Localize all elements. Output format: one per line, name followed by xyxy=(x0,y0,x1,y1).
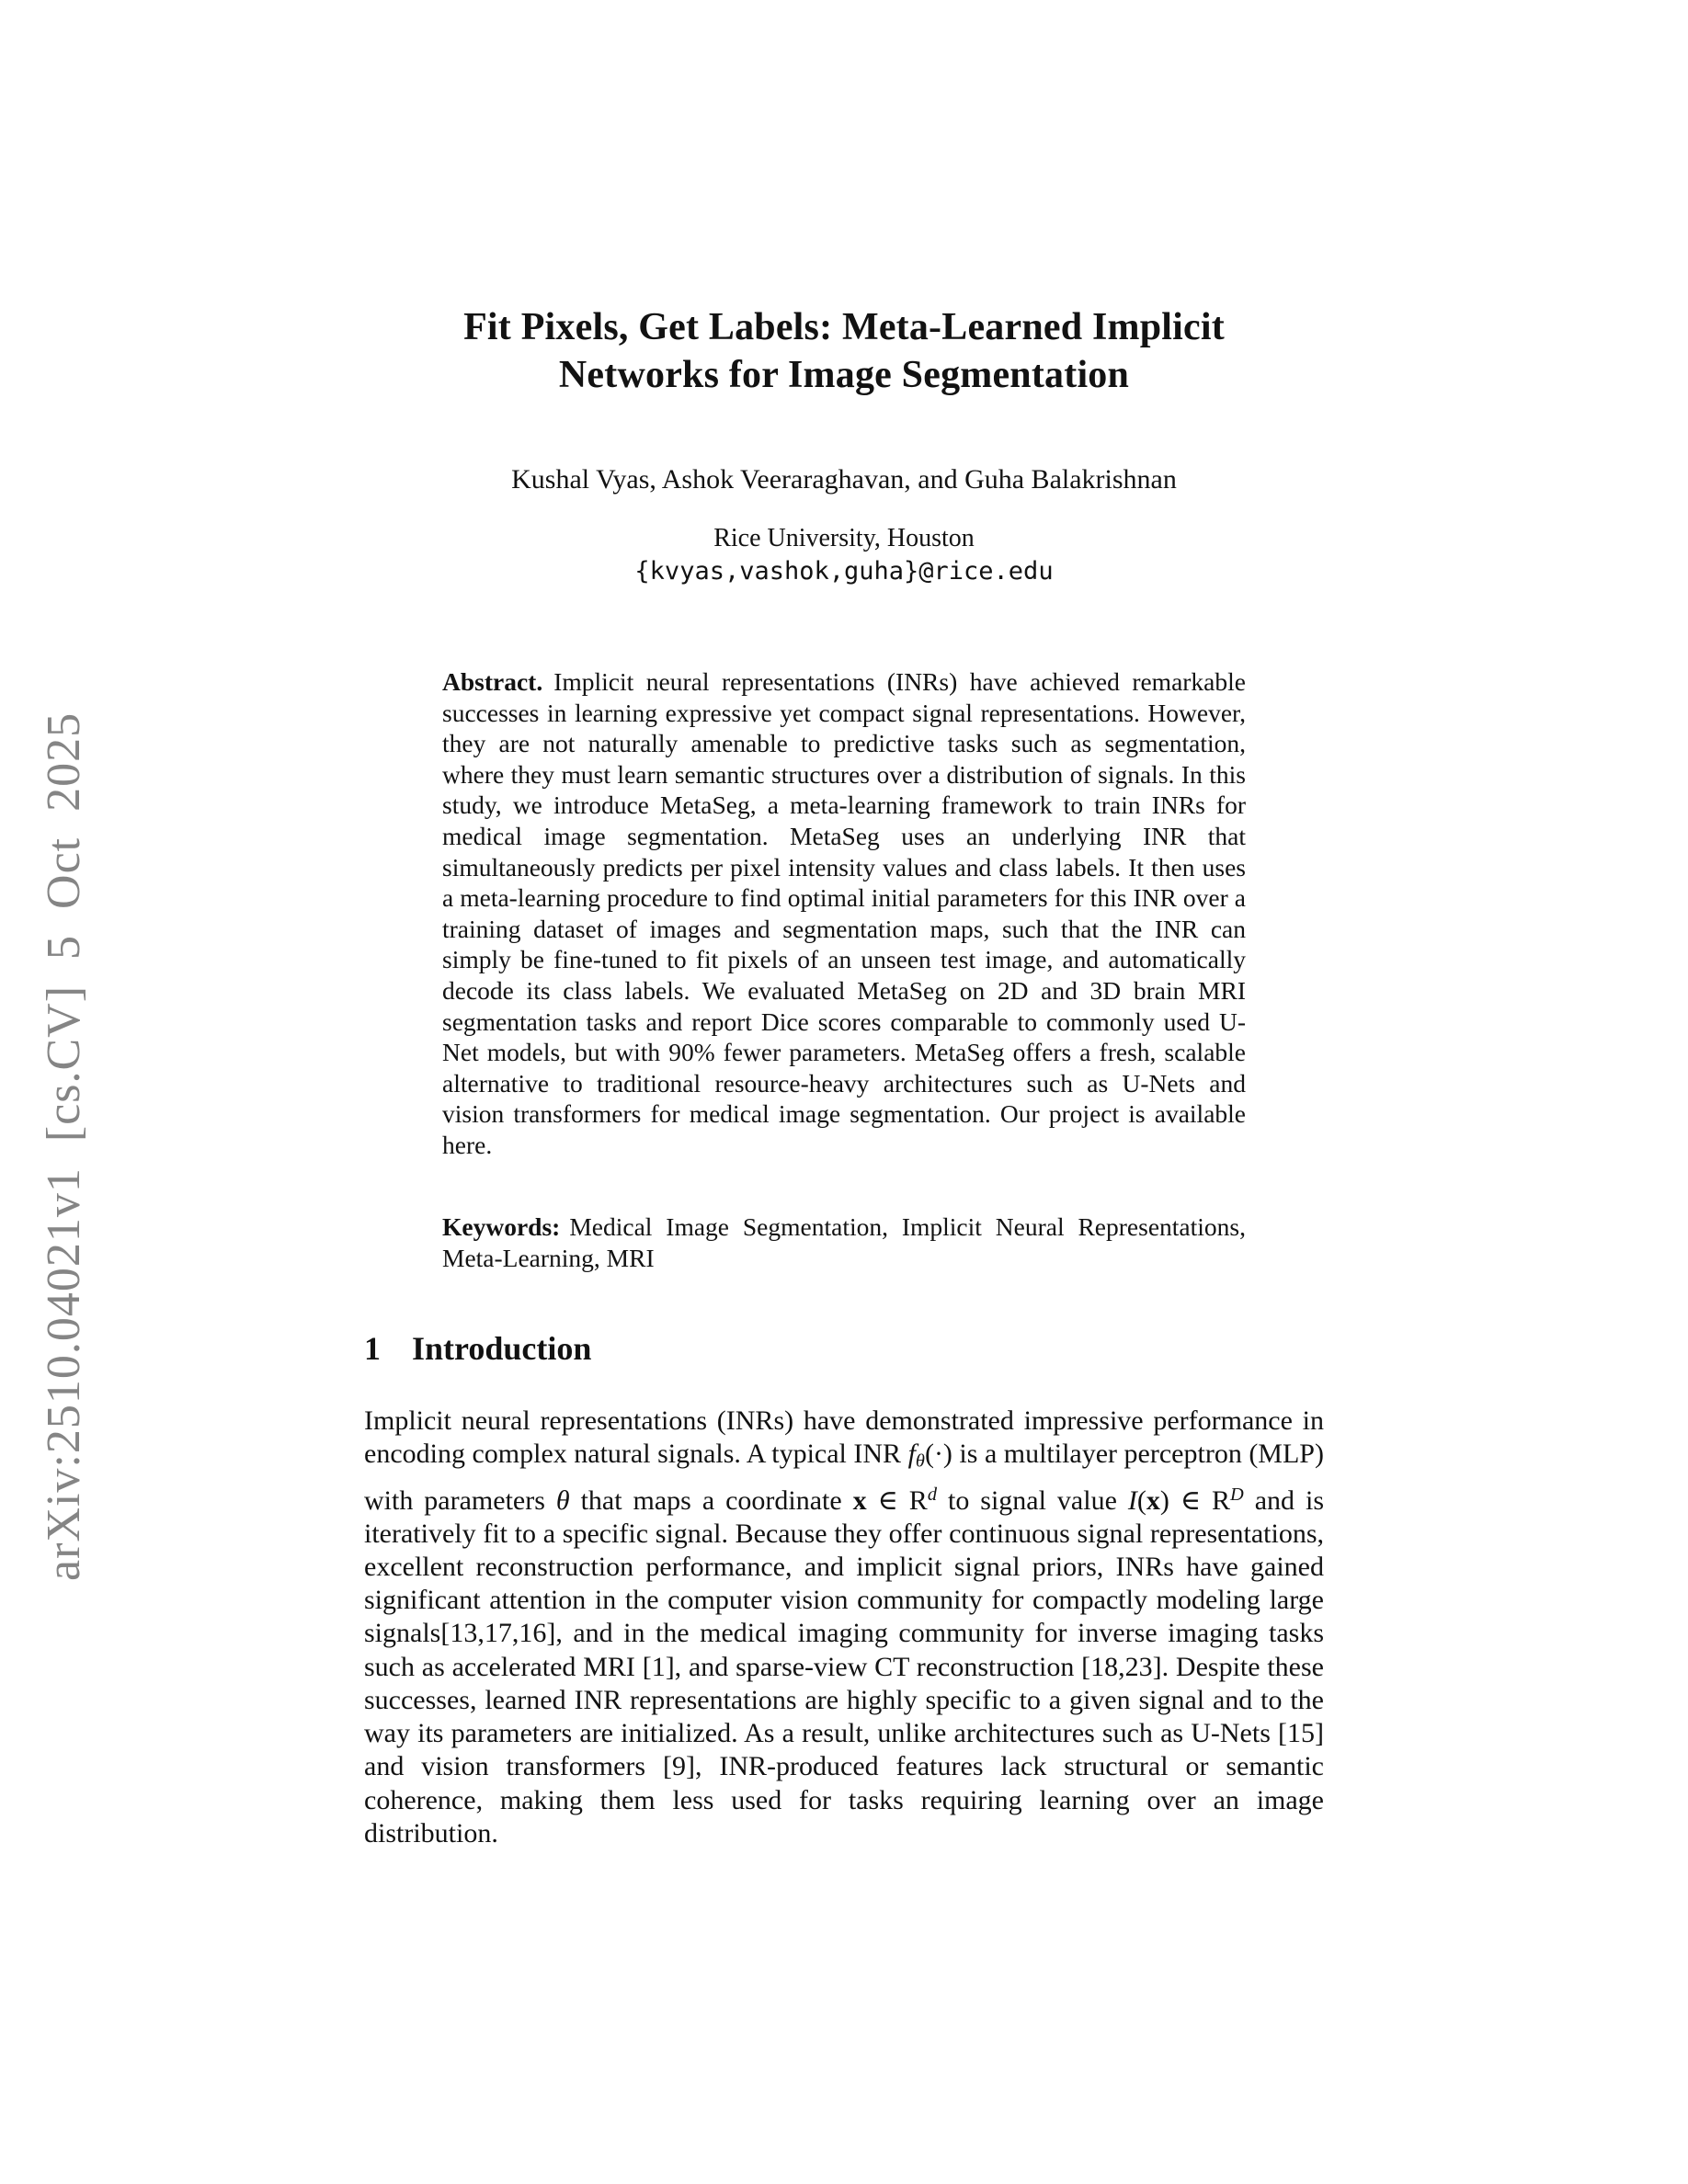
text-segment: I xyxy=(1127,1484,1137,1516)
text-segment: ) ∈ R xyxy=(1159,1484,1230,1516)
keywords-text: Medical Image Segmentation, Implicit Neural Representations, Meta-Learning, MRI xyxy=(442,1212,1246,1272)
affiliation: Rice University, Houston xyxy=(713,524,975,552)
text-segment: that maps a coordinate xyxy=(569,1484,853,1516)
section-1-number: 1 xyxy=(364,1330,381,1367)
paper-title-line1: Fit Pixels, Get Labels: Meta-Learned Implicit xyxy=(463,306,1225,348)
text-segment: x xyxy=(1146,1484,1160,1516)
text-segment: d xyxy=(927,1484,938,1505)
text-segment: D xyxy=(1230,1484,1244,1505)
arxiv-watermark[interactable]: arXiv:2510.04021v1 [cs.CV] 5 Oct 2025 xyxy=(38,711,90,1581)
text-segment: x xyxy=(852,1484,867,1516)
keywords-label: Keywords: xyxy=(442,1212,561,1241)
text-segment: and is iteratively fit to a specific signal. Because they offer continuous signal representations, excellent reconstruction performance, and implicit signal priors, INRs have gained significant attention in the computer vision community for compactly modeling large signals[13,17,16], and in the medical imaging community for inverse imaging tasks such as accelerated MRI [1], and sparse-view CT reconstruction [18,23]. Despite these successes, learned INR representations are highly specific to a given signal and to the way its parameters are initialized. As a result, unlike architectures such as U-Nets [15] and vision transformers [9], INR-produced features lack structural or semantic coherence, making them less used for tasks requiring learning over an image distribution. xyxy=(364,1484,1324,1848)
text-segment: (·) is a multilayer perceptron (MLP) with parameters xyxy=(364,1439,1324,1516)
text-segment: ∈ R xyxy=(866,1484,928,1516)
text-segment: ( xyxy=(1136,1484,1146,1516)
section-1-heading xyxy=(364,1329,1324,1368)
text-segment: to signal value xyxy=(937,1484,1128,1516)
paper-title-line2: Networks for Image Segmentation xyxy=(558,354,1130,396)
text-segment: Implicit neural representations (INRs) have demonstrated impressive performance in encoding complex natural signals. A typical INR xyxy=(364,1405,1324,1470)
introduction-paragraph xyxy=(364,1405,1324,1850)
keywords-block xyxy=(442,1211,1246,1273)
abstract-label: Abstract. xyxy=(442,667,543,696)
paper-content xyxy=(364,0,1324,2184)
project-link[interactable]: here xyxy=(442,1130,486,1159)
section-1-title: Introduction xyxy=(412,1330,592,1367)
paper-title xyxy=(364,303,1324,399)
text-segment: θ xyxy=(555,1484,570,1516)
author-email[interactable]: {kvyas,vashok,guha}@rice.edu xyxy=(634,557,1054,586)
text-segment: θ xyxy=(915,1450,925,1472)
text-segment: . xyxy=(485,1130,493,1159)
text-segment: f xyxy=(907,1439,916,1470)
author-list: Kushal Vyas, Ashok Veeraraghavan, and Guha Balakrishnan xyxy=(511,464,1177,495)
abstract-text xyxy=(442,667,1246,1159)
text-segment: Implicit neural representations (INRs) have achieved remarkable successes in learning expressive yet compact signal representations. However, they are not naturally amenable to predictive tasks such as segmentation, where they must learn semantic structures over a distribution of signals. In this study, we introduce MetaSeg, a meta-learning framework to train INRs for medical image segmentation. MetaSeg uses an underlying INR that simultaneously predicts per pixel intensity values and class labels. It then uses a meta-learning procedure to find optimal initial parameters for this INR over a training dataset of images and segmentation maps, such that the INR can simply be fine-tuned to fit pixels of an unseen test image, and automatically decode its class labels. We evaluated MetaSeg on 2D and 3D brain MRI segmentation tasks and report Dice scores comparable to commonly used U-Net models, but with 90% fewer parameters. MetaSeg offers a fresh, scalable alternative to traditional resource-heavy architectures such as U-Nets and vision transformers for medical image segmentation. Our project is available xyxy=(442,667,1246,1129)
abstract-block xyxy=(442,666,1246,1161)
